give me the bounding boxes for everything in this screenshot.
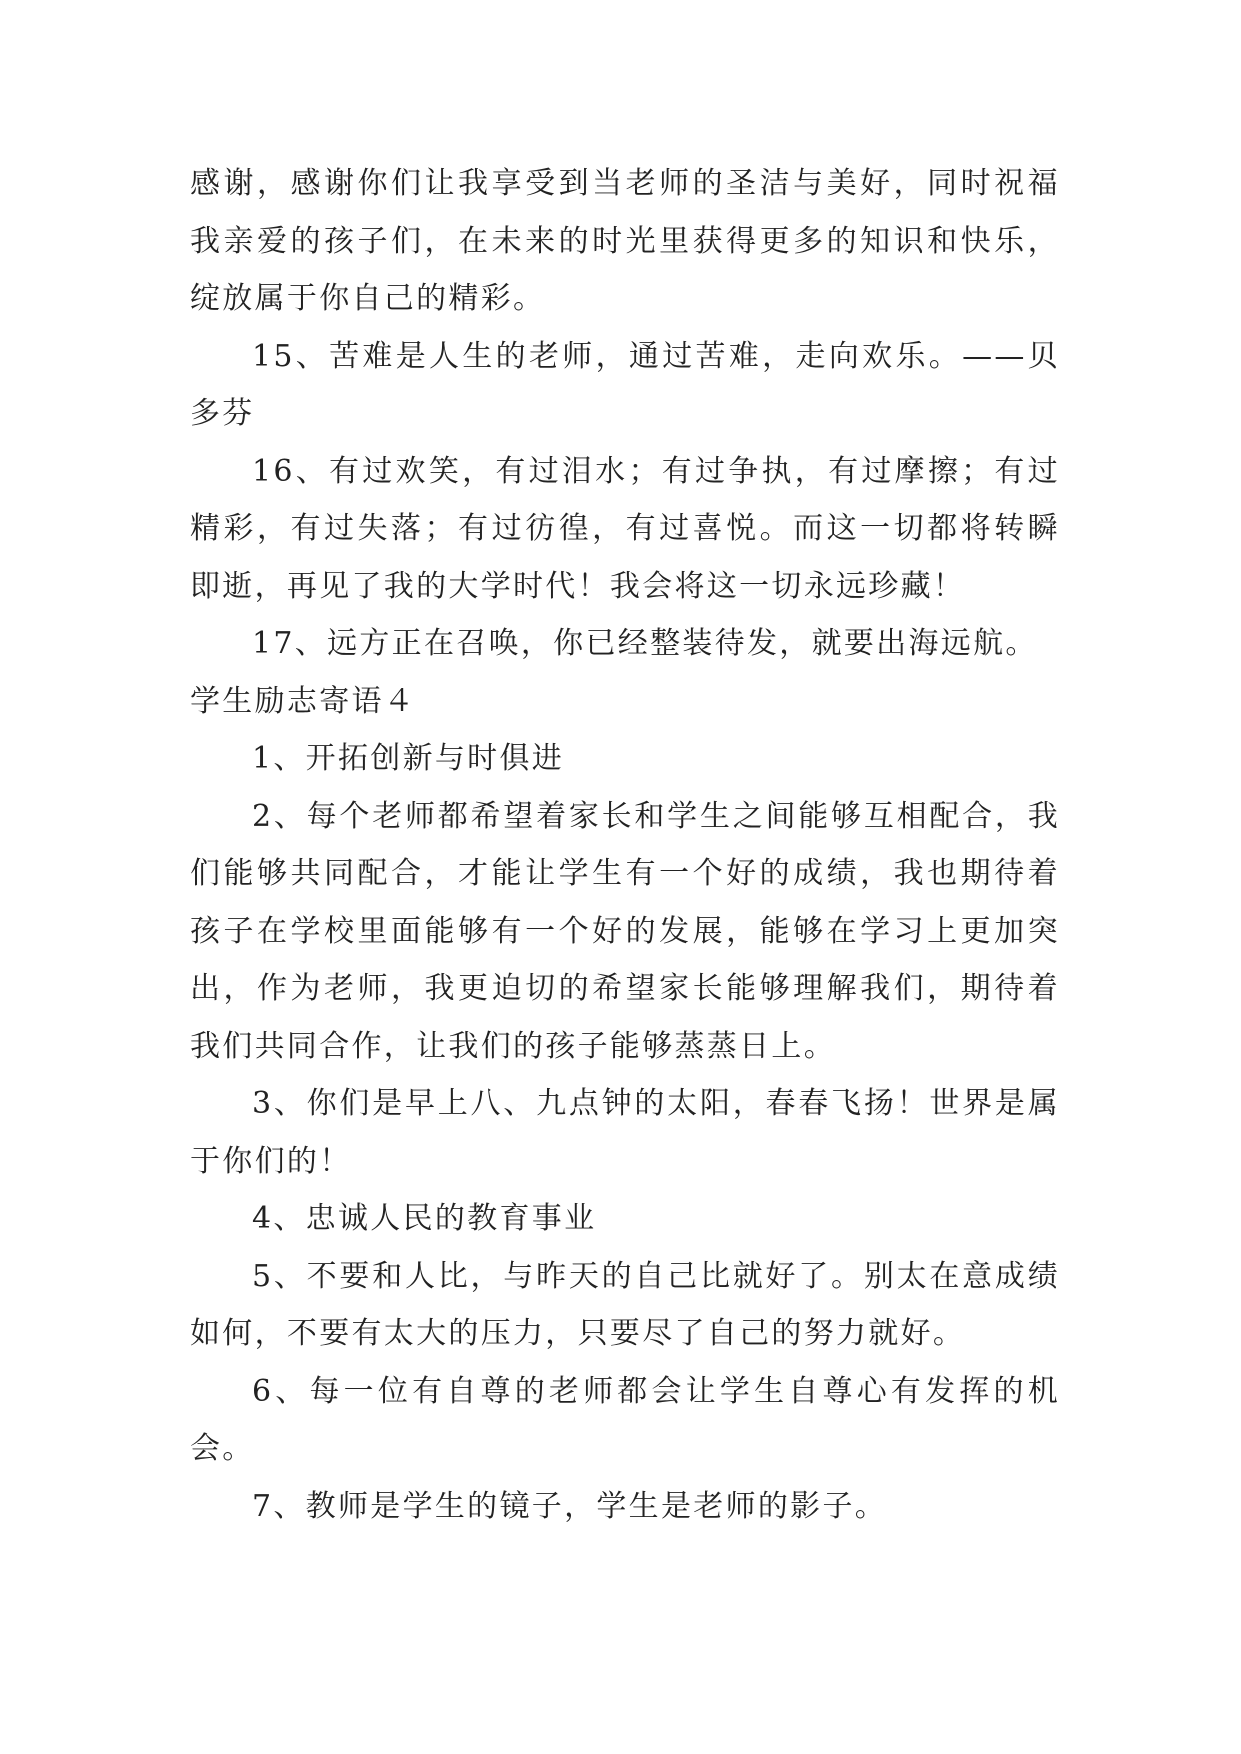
quote-item-17: 17、远方正在召唤，你已经整装待发，就要出海远航。 (252, 626, 1038, 661)
section-heading: 学生励志寄语４ (190, 683, 417, 719)
quote-item-15: 15、苦难是人生的老师，通过苦难，走向欢乐。——贝多芬 (190, 338, 1060, 431)
quote-item-6: 6、每一位有自尊的老师都会让学生自尊心有发挥的机会。 (190, 1373, 1060, 1466)
quote-item-4: 4、忠诚人民的教育事业 (252, 1201, 597, 1236)
quote-item-3: 3、你们是早上八、九点钟的太阳，春春飞扬！世界是属于你们的！ (190, 1086, 1060, 1179)
quote-item-1: 1、开拓创新与时俱进 (252, 741, 565, 776)
quote-item-2: 2、每个老师都希望着家长和学生之间能够互相配合，我们能够共同配合，才能让学生有一个好的成绩，我也期待着孩子在学校里面能够有一个好的发展，能够在学习上更加突出，作为老师，我更迫切的希望家长能够理解我们，期待着我们共同合作，让我们的孩子能够蒸蒸日上。 (190, 798, 1060, 1064)
quote-item-7: 7、教师是学生的镜子，学生是老师的影子。 (252, 1488, 888, 1524)
intro-paragraph: 感谢，感谢你们让我享受到当老师的圣洁与美好，同时祝福我亲爱的孩子们，在未来的时光里获得更多的知识和快乐，绽放属于你自己的精彩。 (190, 166, 1060, 316)
quote-item-5: 5、不要和人比，与昨天的自己比就好了。别太在意成绩如何，不要有太大的压力，只要尽了自己的努力就好。 (190, 1258, 1060, 1351)
document-page (190, 155, 1060, 1535)
quote-item-16: 16、有过欢笑，有过泪水；有过争执，有过摩擦；有过精彩，有过失落；有过彷徨，有过喜悦。而这一切都将转瞬即逝，再见了我的大学时代！我会将这一切永远珍藏！ (190, 453, 1060, 604)
